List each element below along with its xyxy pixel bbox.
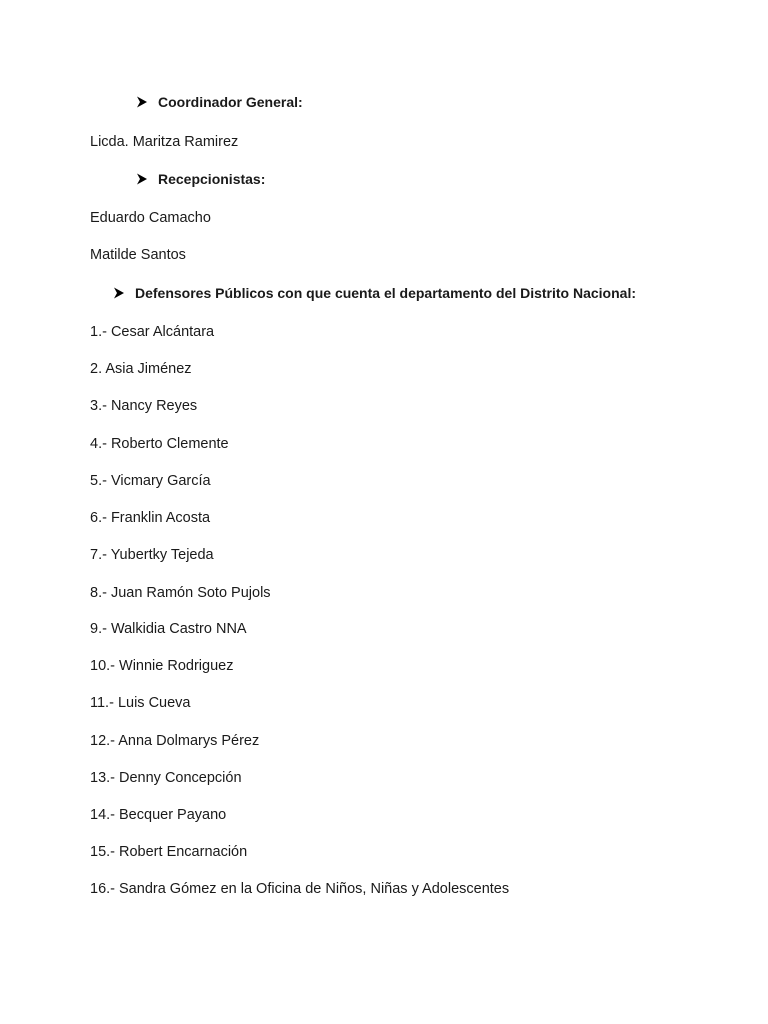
arrowhead-bullet-icon: [136, 96, 148, 108]
defender-list-item: 5.- Vicmary García: [90, 473, 211, 489]
defender-list-item: 14.- Becquer Payano: [90, 807, 227, 823]
defender-list-item: 3.- Nancy Reyes: [90, 398, 198, 414]
defender-list-item: 11.- Luis Cueva: [90, 695, 191, 711]
heading-receptionists-text: Recepcionistas:: [158, 171, 266, 187]
heading-receptionists: [136, 170, 265, 188]
defender-list-item: 8.- Juan Ramón Soto Pujols: [90, 585, 271, 601]
defender-list-item: 6.- Franklin Acosta: [90, 510, 211, 526]
heading-coordinator-text: Coordinador General:: [158, 94, 303, 110]
arrowhead-bullet-icon: [136, 173, 148, 185]
receptionist-name: Eduardo Camacho: [90, 210, 211, 226]
heading-coordinator: [136, 93, 303, 111]
defender-list-item: 4.- Roberto Clemente: [90, 436, 229, 452]
defender-list-item: 13.- Denny Concepción: [90, 770, 242, 786]
defender-list-item: 10.- Winnie Rodriguez: [90, 658, 234, 674]
defender-list-item: 15.- Robert Encarnación: [90, 844, 248, 860]
defender-list-item: 16.- Sandra Gómez en la Oficina de Niños, Niñas y Adolescentes: [90, 881, 510, 897]
defender-list-item: 7.- Yubertky Tejeda: [90, 547, 214, 563]
receptionist-name: Matilde Santos: [90, 247, 186, 263]
coordinator-name: Licda. Maritza Ramirez: [90, 134, 239, 150]
defender-list-item: 9.- Walkidia Castro NNA: [90, 621, 247, 637]
arrowhead-bullet-icon: [113, 287, 125, 299]
defender-list-item: 12.- Anna Dolmarys Pérez: [90, 733, 260, 749]
heading-defenders-text: Defensores Públicos con que cuenta el departamento del Distrito Nacional:: [135, 285, 636, 301]
heading-defenders: [113, 284, 636, 302]
defender-list-item: 2. Asia Jiménez: [90, 361, 192, 377]
defender-list-item: 1.- Cesar Alcántara: [90, 324, 215, 340]
